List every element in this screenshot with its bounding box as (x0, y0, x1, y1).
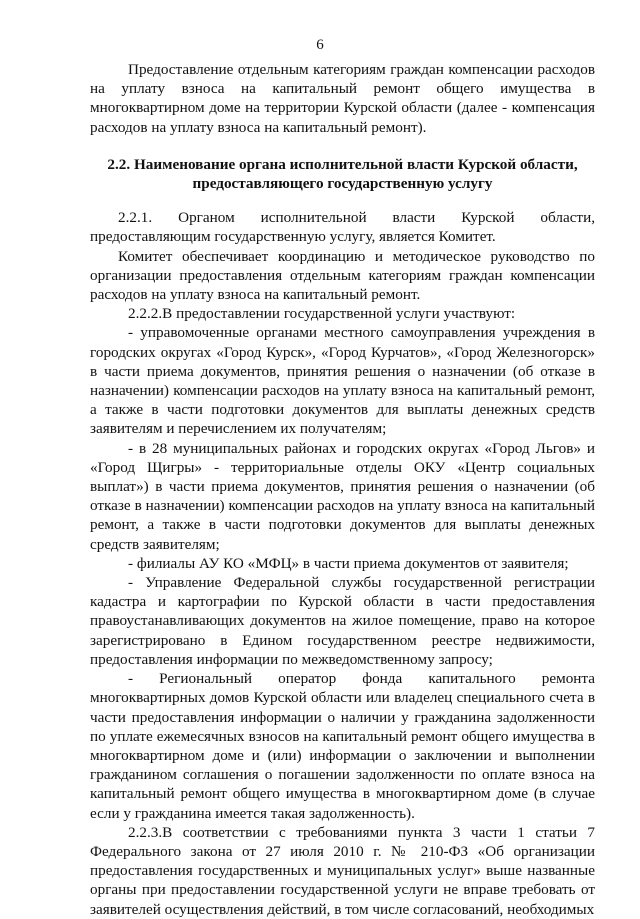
document-body (90, 60, 595, 919)
paragraph-2-2-3: 2.2.3.В соответствии с требованиями пункта 3 части 1 статьи 7 Федерального закона от 27 июля 2010 г. № 210-ФЗ «Об организации предоставления государственных и муниципальных услуг» выше названные органы при предоставлении государственной услуги не вправе требовать от заявителей осуществления действий, в том числе согласований, необходимых (90, 823, 595, 918)
list-item: - Региональный оператор фонда капитального ремонта многоквартирных домов Курской области или владелец специального счета в части предоставления информации о наличии у гражданина задолженности по уплате ежемесячных взносов на капитальный ремонт общего имущества в многоквартирном доме и (или) информации о заключении и выполнении гражданином соглашения о погашении задолженности по оплате взноса на капитальный ремонт общего имущества в многоквартирном доме (в случае если у гражданина имеется такая задолженность). (90, 670, 595, 822)
list-item: - управомоченные органами местного самоуправления учреждения в городских округах «Город Курск», «Город Курчатов», «Город Железногорск» в части приема документов, принятия решения о назначении (об отказе в назначении) компенсации расходов на уплату взноса на капитальный ремонт, а также в части подготовки документов для выплаты денежных средств заявителям и перечислением их получателям; (90, 324, 595, 438)
list-item: - филиалы АУ КО «МФЦ» в части приема документов от заявителя; (128, 554, 569, 572)
paragraph-komitet: Комитет обеспечивает координацию и методическое руководство по организации предоставления отдельным категориям граждан компенсации расходов на уплату взноса на капитальный ремонт. (90, 247, 595, 304)
paragraph-2-2-2: 2.2.2.В предоставлении государственной услуги участвуют: (128, 305, 516, 323)
section-heading: 2.2. Наименование органа исполнительной власти Курской области, предоставляющего государственную услугу (107, 155, 578, 193)
list-item: - в 28 муниципальных районах и городских округах «Город Льгов» и «Город Щигры» - территориальные отделы ОКУ «Центр социальных выплат») в части приема документов, принятия решения о назначении (об отказе в назначении) компенсации расходов на уплату взноса на капитальный ремонт, а также в части подготовки документов для выплаты денежных средств заявителям; (90, 439, 595, 553)
list-item: - Управление Федеральной службы государственной регистрации кадастра и картографии по Курской области в части предоставления правоустанавливающих документов на жилое помещение, право на которое зарегистрировано в Едином государственном реестре недвижимости, предоставления информации по межведомственному запросу; (90, 574, 595, 668)
page-number: 6 (316, 37, 324, 53)
intro-paragraph: Предоставление отдельным категориям граждан компенсации расходов на уплату взноса на капитальный ремонт общего имущества в многоквартирном доме на территории Курской области (далее - компенсация расходов на уплату взноса на капитальный ремонт). (90, 61, 595, 136)
paragraph-2-2-1: 2.2.1. Органом исполнительной власти Курской области, предоставляющим государственную услугу, является Комитет. (90, 209, 595, 246)
